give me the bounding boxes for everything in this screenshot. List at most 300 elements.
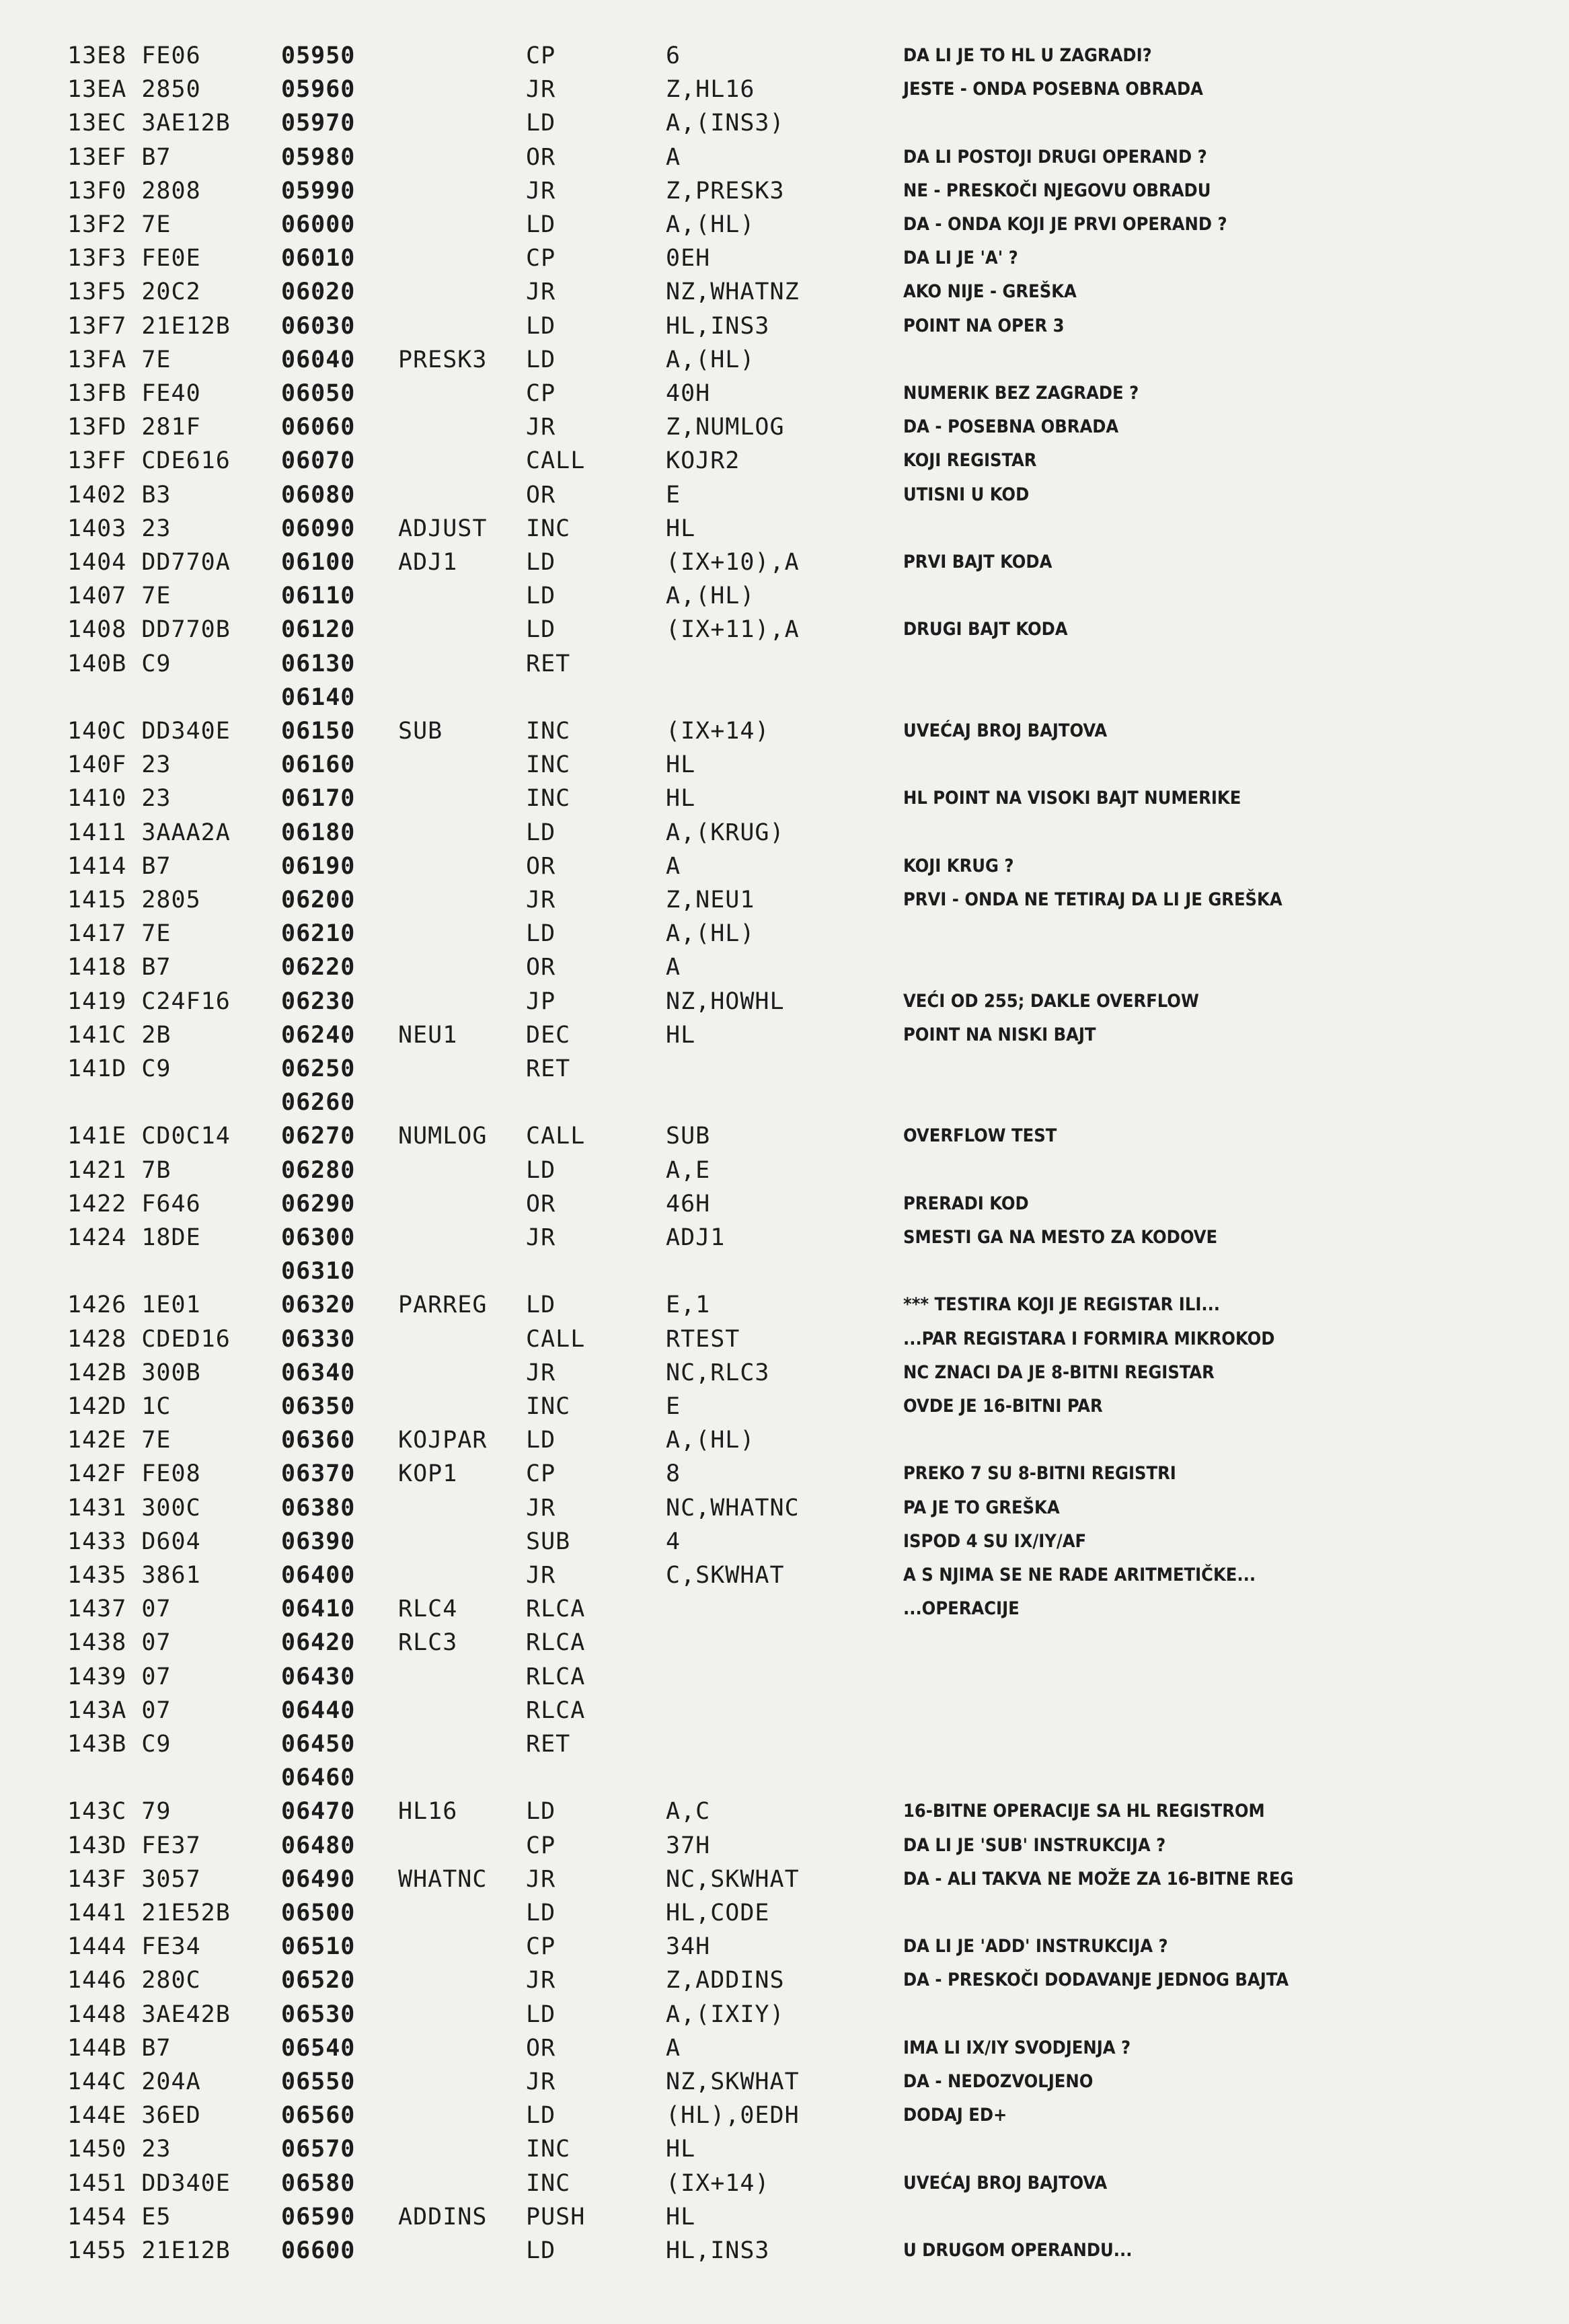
comment: HL POINT NA VISOKI BAJT NUMERIKE (903, 788, 1241, 809)
comment: PRVI BAJT KODA (903, 552, 1053, 572)
mnemonic: RET (526, 1055, 571, 1082)
comment: ...OPERACIJE (903, 1598, 1020, 1619)
address: 140F 23 (67, 751, 171, 778)
mnemonic: OR (526, 2035, 556, 2062)
mnemonic: JR (526, 2068, 556, 2095)
address: 13F2 7E (67, 211, 171, 238)
listing-line (0, 1727, 1569, 1761)
listing-line (0, 1491, 1569, 1525)
address: 141D C9 (67, 1055, 171, 1082)
line-number: 06030 (281, 313, 356, 340)
operand: (IX+14) (666, 2170, 770, 2197)
mnemonic: LD (526, 819, 556, 846)
comment: A S NJIMA SE NE RADE ARITMETIČKE... (903, 1565, 1256, 1585)
line-number: 06220 (281, 954, 356, 981)
label: RLC4 (398, 1596, 458, 1622)
operand: HL (666, 1022, 696, 1049)
operand: A,E (666, 1157, 711, 1184)
listing-line (0, 1795, 1569, 1828)
operand: A,(INS3) (666, 110, 785, 137)
comment: NUMERIK BEZ ZAGRADE ? (903, 383, 1139, 404)
address: 13FF CDE616 (67, 447, 231, 474)
mnemonic: LD (526, 211, 556, 238)
operand: HL,CODE (666, 1900, 770, 1926)
comment: KOJI REGISTAR (903, 450, 1037, 471)
address: 142D 1C (67, 1393, 171, 1420)
comment: DRUGI BAJT KODA (903, 619, 1068, 640)
operand: Z,ADDINS (666, 1967, 785, 1994)
line-number: 06580 (281, 2170, 356, 2197)
mnemonic: LD (526, 2102, 556, 2129)
operand: (IX+11),A (666, 616, 800, 643)
line-number: 06300 (281, 1224, 356, 1251)
mnemonic: JR (526, 1495, 556, 1522)
mnemonic: CALL (526, 1326, 586, 1353)
address: 13F5 20C2 (67, 278, 201, 305)
comment: SMESTI GA NA MESTO ZA KODOVE (903, 1227, 1218, 1248)
listing-line (0, 613, 1569, 646)
comment: DODAJ ED+ (903, 2105, 1007, 2126)
operand: A,(HL) (666, 1427, 755, 1454)
address: 13E8 FE06 (67, 42, 201, 69)
comment: UTISNI U KOD (903, 484, 1030, 505)
address: 1437 07 (67, 1596, 171, 1622)
comment: PA JE TO GREŠKA (903, 1497, 1060, 1518)
line-number: 06350 (281, 1393, 356, 1420)
address: 1455 21E12B (67, 2237, 231, 2264)
mnemonic: DEC (526, 1022, 571, 1049)
operand: 6 (666, 42, 681, 69)
listing-line (0, 1086, 1569, 1119)
address: 1451 DD340E (67, 2170, 231, 2197)
address: 1411 3AAA2A (67, 819, 231, 846)
listing-line (0, 782, 1569, 815)
line-number: 05950 (281, 42, 356, 69)
mnemonic: CP (526, 380, 556, 407)
address: 1424 18DE (67, 1224, 201, 1251)
line-number: 06410 (281, 1596, 356, 1622)
listing-line (0, 1963, 1569, 1997)
mnemonic: RLCA (526, 1663, 586, 1690)
address: 13FA 7E (67, 346, 171, 373)
mnemonic: INC (526, 2136, 571, 2163)
operand: Z,NUMLOG (666, 414, 785, 441)
address: 143C 79 (67, 1798, 171, 1825)
address: 1433 D604 (67, 1528, 201, 1555)
operand: NZ,HOWHL (666, 988, 785, 1015)
line-number: 06600 (281, 2237, 356, 2264)
line-number: 06560 (281, 2102, 356, 2129)
label: KOJPAR (398, 1427, 488, 1454)
operand: KOJR2 (666, 447, 740, 474)
comment: 16-BITNE OPERACIJE SA HL REGISTROM (903, 1801, 1265, 1822)
comment: DA LI JE 'ADD' INSTRUKCIJA ? (903, 1936, 1168, 1957)
mnemonic: JR (526, 414, 556, 441)
mnemonic: JR (526, 76, 556, 103)
comment: POINT NA NISKI BAJT (903, 1024, 1096, 1045)
listing-line (0, 2099, 1569, 2132)
listing-line (0, 478, 1569, 512)
line-number: 05960 (281, 76, 356, 103)
operand: A (666, 144, 681, 171)
line-number: 06590 (281, 2204, 356, 2231)
listing-line (0, 1626, 1569, 1659)
line-number: 06500 (281, 1900, 356, 1926)
line-number: 06040 (281, 346, 356, 373)
line-number: 06190 (281, 853, 356, 880)
address: 143A 07 (67, 1697, 171, 1724)
line-number: 06230 (281, 988, 356, 1015)
address: 144B B7 (67, 2035, 171, 2062)
line-number: 06160 (281, 751, 356, 778)
listing-line (0, 1761, 1569, 1795)
listing-line (0, 2065, 1569, 2099)
address: 143B C9 (67, 1731, 171, 1758)
line-number: 06130 (281, 650, 356, 677)
operand: A (666, 2035, 681, 2062)
address: 1410 23 (67, 785, 171, 812)
label: WHATNC (398, 1866, 488, 1893)
mnemonic: CP (526, 245, 556, 272)
mnemonic: LD (526, 583, 556, 609)
comment: NE - PRESKOČI NJEGOVU OBRADU (903, 180, 1211, 201)
operand: 37H (666, 1832, 711, 1859)
line-number: 06340 (281, 1359, 356, 1386)
operand: A,(HL) (666, 583, 755, 609)
listing-line (0, 1559, 1569, 1592)
address: 1408 DD770B (67, 616, 231, 643)
mnemonic: LD (526, 110, 556, 137)
line-number: 06390 (281, 1528, 356, 1555)
listing-line (0, 174, 1569, 208)
line-number: 05990 (281, 178, 356, 204)
line-number: 06110 (281, 583, 356, 609)
line-number: 06550 (281, 2068, 356, 2095)
line-number: 06490 (281, 1866, 356, 1893)
listing-line (0, 1829, 1569, 1863)
address: 1418 B7 (67, 954, 171, 981)
mnemonic: LD (526, 549, 556, 576)
label: RLC3 (398, 1629, 458, 1656)
operand: HL (666, 785, 696, 812)
line-number: 06120 (281, 616, 356, 643)
line-number: 06260 (281, 1089, 356, 1116)
mnemonic: RLCA (526, 1629, 586, 1656)
line-number: 06370 (281, 1460, 356, 1487)
line-number: 06020 (281, 278, 356, 305)
operand: 46H (666, 1191, 711, 1217)
address: 13EC 3AE12B (67, 110, 231, 137)
mnemonic: INC (526, 751, 571, 778)
operand: NZ,SKWHAT (666, 2068, 800, 2095)
listing-line (0, 2132, 1569, 2166)
line-number: 06250 (281, 1055, 356, 1082)
listing-line (0, 748, 1569, 782)
operand: NC,RLC3 (666, 1359, 770, 1386)
label: SUB (398, 718, 443, 745)
operand: HL,INS3 (666, 2237, 770, 2264)
address: 143F 3057 (67, 1866, 201, 1893)
mnemonic: OR (526, 853, 556, 880)
line-number: 06070 (281, 447, 356, 474)
line-number: 06510 (281, 1933, 356, 1960)
operand: HL (666, 2204, 696, 2231)
listing-line (0, 512, 1569, 546)
comment: NC ZNACI DA JE 8-BITNI REGISTAR (903, 1362, 1215, 1383)
listing-line (0, 1863, 1569, 1896)
address: 143D FE37 (67, 1832, 201, 1859)
operand: ADJ1 (666, 1224, 726, 1251)
comment: DA - ONDA KOJI JE PRVI OPERAND ? (903, 214, 1227, 235)
listing-line (0, 1018, 1569, 1052)
operand: E (666, 482, 681, 509)
comment: ISPOD 4 SU IX/IY/AF (903, 1531, 1087, 1552)
address: 144E 36ED (67, 2102, 201, 2129)
mnemonic: LD (526, 313, 556, 340)
listing-line (0, 1187, 1569, 1221)
line-number: 06270 (281, 1123, 356, 1150)
line-number: 06140 (281, 684, 356, 711)
address: 140C DD340E (67, 718, 231, 745)
line-number: 06170 (281, 785, 356, 812)
address: 1407 7E (67, 583, 171, 609)
address: 1435 3861 (67, 1562, 201, 1589)
mnemonic: OR (526, 482, 556, 509)
address: 13EF B7 (67, 144, 171, 171)
listing-line (0, 2031, 1569, 2065)
listing-line (0, 377, 1569, 410)
line-number: 06310 (281, 1258, 356, 1285)
mnemonic: CALL (526, 447, 586, 474)
mnemonic: LD (526, 1291, 556, 1318)
mnemonic: LD (526, 1798, 556, 1825)
comment: DA - NEDOZVOLJENO (903, 2071, 1094, 2092)
comment: AKO NIJE - GREŠKA (903, 281, 1077, 302)
listing-line (0, 1154, 1569, 1187)
address: 1419 C24F16 (67, 988, 231, 1015)
operand: C,SKWHAT (666, 1562, 785, 1589)
mnemonic: JP (526, 988, 556, 1015)
listing-line (0, 1457, 1569, 1491)
operand: A (666, 954, 681, 981)
address: 1438 07 (67, 1629, 171, 1656)
operand: 40H (666, 380, 711, 407)
mnemonic: RET (526, 1731, 571, 1758)
listing-line (0, 1930, 1569, 1963)
address: 1454 E5 (67, 2204, 171, 2231)
address: 1431 300C (67, 1495, 201, 1522)
listing-line (0, 410, 1569, 444)
mnemonic: JR (526, 887, 556, 913)
mnemonic: CP (526, 1460, 556, 1487)
listing-line (0, 546, 1569, 579)
comment: POINT NA OPER 3 (903, 315, 1065, 336)
mnemonic: SUB (526, 1528, 571, 1555)
line-number: 06050 (281, 380, 356, 407)
listing-line (0, 2167, 1569, 2200)
listing-line (0, 681, 1569, 714)
mnemonic: JR (526, 178, 556, 204)
listing-line (0, 883, 1569, 917)
address: 1414 B7 (67, 853, 171, 880)
mnemonic: OR (526, 1191, 556, 1217)
line-number: 06100 (281, 549, 356, 576)
line-number: 06060 (281, 414, 356, 441)
listing-line (0, 1254, 1569, 1288)
line-number: 06540 (281, 2035, 356, 2062)
listing-line (0, 950, 1569, 984)
listing-line (0, 275, 1569, 309)
address: 13F3 FE0E (67, 245, 201, 272)
line-number: 06440 (281, 1697, 356, 1724)
comment: U DRUGOM OPERANDU... (903, 2240, 1133, 2261)
mnemonic: INC (526, 515, 571, 542)
mnemonic: CALL (526, 1123, 586, 1150)
operand: SUB (666, 1123, 711, 1150)
line-number: 06180 (281, 819, 356, 846)
label: ADJ1 (398, 549, 458, 576)
listing-line (0, 1052, 1569, 1086)
listing-line (0, 343, 1569, 377)
line-number: 06330 (281, 1326, 356, 1353)
address: 142B 300B (67, 1359, 201, 1386)
label: PRESK3 (398, 346, 488, 373)
listing-line (0, 850, 1569, 883)
operand: (HL),0EDH (666, 2102, 800, 2129)
listing-line (0, 579, 1569, 613)
comment: DA LI JE 'SUB' INSTRUKCIJA ? (903, 1835, 1166, 1856)
operand: HL (666, 515, 696, 542)
listing-line (0, 1322, 1569, 1356)
operand: A,(HL) (666, 346, 755, 373)
listing-line (0, 39, 1569, 73)
line-number: 06000 (281, 211, 356, 238)
listing-line (0, 1660, 1569, 1694)
address: 1448 3AE42B (67, 2001, 231, 2028)
line-number: 06150 (281, 718, 356, 745)
comment: VEĆI OD 255; DAKLE OVERFLOW (903, 991, 1199, 1012)
mnemonic: JR (526, 1359, 556, 1386)
line-number: 06430 (281, 1663, 356, 1690)
address: 1417 7E (67, 920, 171, 947)
line-number: 06570 (281, 2136, 356, 2163)
mnemonic: INC (526, 2170, 571, 2197)
comment: *** TESTIRA KOJI JE REGISTAR ILI... (903, 1294, 1221, 1315)
mnemonic: INC (526, 785, 571, 812)
mnemonic: RET (526, 650, 571, 677)
label: NUMLOG (398, 1123, 488, 1150)
comment: KOJI KRUG ? (903, 856, 1014, 876)
line-number: 06240 (281, 1022, 356, 1049)
address: 141E CD0C14 (67, 1123, 231, 1150)
operand: E (666, 1393, 681, 1420)
address: 13F7 21E12B (67, 313, 231, 340)
line-number: 06520 (281, 1967, 356, 1994)
mnemonic: LD (526, 920, 556, 947)
line-number: 06470 (281, 1798, 356, 1825)
operand: HL,INS3 (666, 313, 770, 340)
operand: E,1 (666, 1291, 711, 1318)
line-number: 06460 (281, 1764, 356, 1791)
listing-line (0, 816, 1569, 850)
comment: PREKO 7 SU 8-BITNI REGISTRI (903, 1463, 1176, 1484)
address: 13FD 281F (67, 414, 201, 441)
listing-line (0, 1119, 1569, 1153)
operand: (IX+10),A (666, 549, 800, 576)
mnemonic: PUSH (526, 2204, 586, 2231)
operand: NC,SKWHAT (666, 1866, 800, 1893)
line-number: 05980 (281, 144, 356, 171)
listing-line (0, 1423, 1569, 1457)
comment: DA - ALI TAKVA NE MOŽE ZA 16-BITNE REG (903, 1869, 1294, 1889)
line-number: 06450 (281, 1731, 356, 1758)
comment: DA LI JE 'A' ? (903, 248, 1018, 268)
mnemonic: CP (526, 1832, 556, 1859)
address: 142F FE08 (67, 1460, 201, 1487)
mnemonic: LD (526, 1157, 556, 1184)
address: 1446 280C (67, 1967, 201, 1994)
mnemonic: OR (526, 144, 556, 171)
line-number: 06380 (281, 1495, 356, 1522)
comment: JESTE - ONDA POSEBNA OBRADA (903, 79, 1203, 100)
listing-line (0, 73, 1569, 106)
operand: A,(IXIY) (666, 2001, 785, 2028)
comment: PRVI - ONDA NE TETIRAJ DA LI JE GREŠKA (903, 889, 1283, 910)
listing-line (0, 2234, 1569, 2267)
comment: OVDE JE 16-BITNI PAR (903, 1396, 1103, 1417)
address: 1422 F646 (67, 1191, 201, 1217)
address: 1421 7B (67, 1157, 171, 1184)
mnemonic: CP (526, 1933, 556, 1960)
mnemonic: LD (526, 1900, 556, 1926)
listing-line (0, 208, 1569, 241)
operand: 34H (666, 1933, 711, 1960)
address: 1404 DD770A (67, 549, 231, 576)
line-number: 06360 (281, 1427, 356, 1454)
listing-line (0, 1221, 1569, 1254)
mnemonic: LD (526, 1427, 556, 1454)
mnemonic: JR (526, 1967, 556, 1994)
label: ADDINS (398, 2204, 488, 2231)
label: PARREG (398, 1291, 488, 1318)
comment: IMA LI IX/IY SVODJENJA ? (903, 2037, 1131, 2058)
listing-line (0, 444, 1569, 478)
listing-line (0, 1896, 1569, 1930)
operand: 4 (666, 1528, 681, 1555)
operand: Z,PRESK3 (666, 178, 785, 204)
mnemonic: LD (526, 346, 556, 373)
mnemonic: OR (526, 954, 556, 981)
mnemonic: CP (526, 42, 556, 69)
mnemonic: JR (526, 1866, 556, 1893)
label: HL16 (398, 1798, 458, 1825)
address: 140B C9 (67, 650, 171, 677)
label: NEU1 (398, 1022, 458, 1049)
address: 1403 23 (67, 515, 171, 542)
comment: UVEĆAJ BROJ BAJTOVA (903, 720, 1108, 741)
listing-line (0, 647, 1569, 681)
address: 13FB FE40 (67, 380, 201, 407)
address: 1441 21E52B (67, 1900, 231, 1926)
address: 1450 23 (67, 2136, 171, 2163)
line-number: 06530 (281, 2001, 356, 2028)
line-number: 06210 (281, 920, 356, 947)
mnemonic: LD (526, 2237, 556, 2264)
line-number: 06290 (281, 1191, 356, 1217)
listing-line (0, 714, 1569, 748)
address: 141C 2B (67, 1022, 171, 1049)
line-number: 06010 (281, 245, 356, 272)
